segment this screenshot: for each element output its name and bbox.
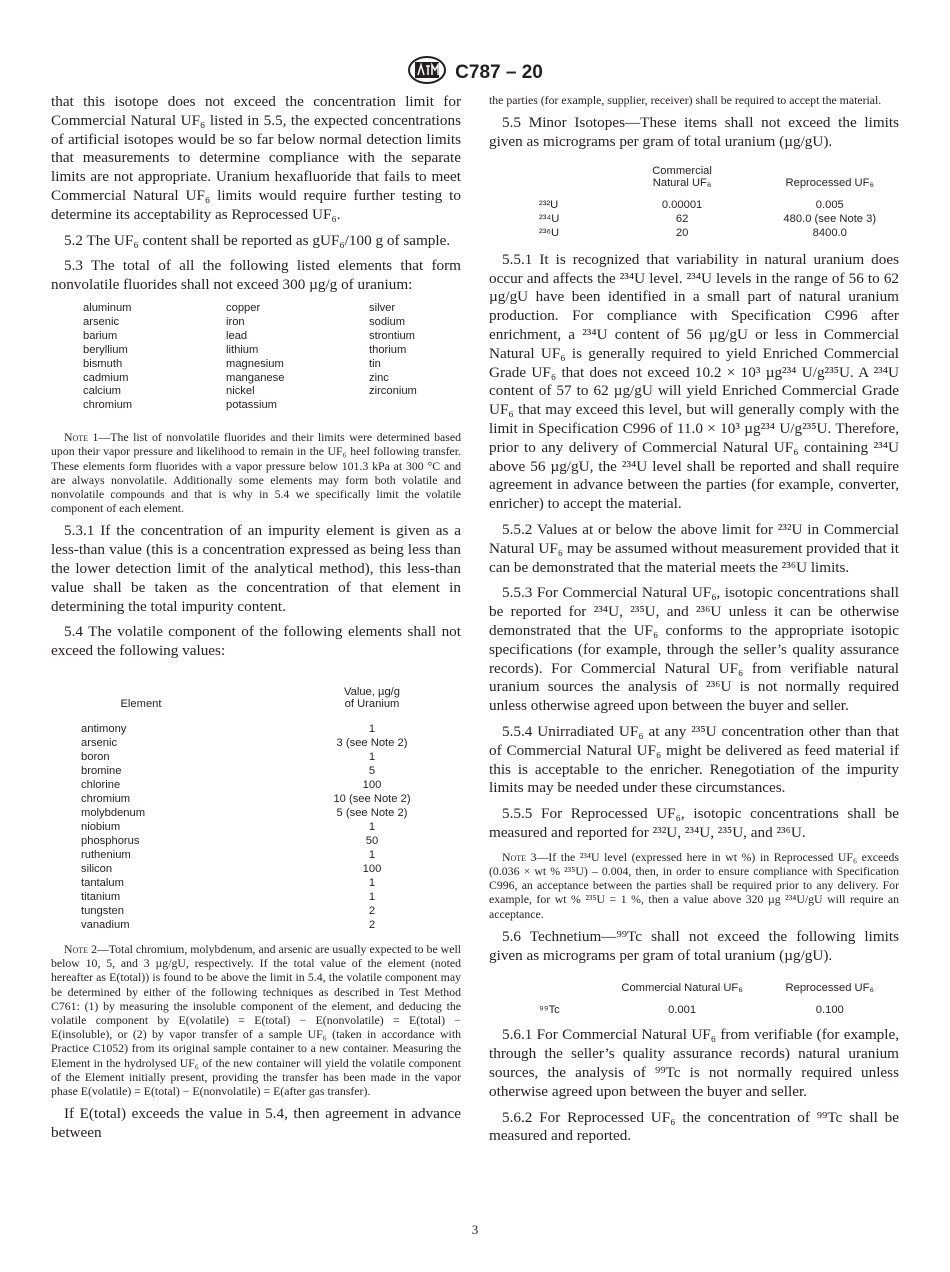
reprocessed-value: 0.100 (815, 1004, 844, 1017)
element-name: potassium (226, 399, 277, 412)
element-value: 1 (368, 891, 376, 904)
table-row (51, 736, 461, 750)
element-name: phosphorus (81, 835, 140, 848)
element-value: 100 (362, 779, 382, 792)
table-row (51, 918, 461, 932)
right-column (489, 93, 899, 1153)
table-header (489, 159, 899, 189)
section-5-5-3: 5.5.3 For Commercial Natural UF₆, isotopic concentrations shall be reported for ²³⁴U, ²³⁵U, and ²³⁶U unless it can be otherwise demonstrated that the UF₆ conforms to the appropriate isotopic specifications (for example, through the seller’s quality assurance records). For Commercial Natural UF₆ from verifiable natural uranium sources the analysis of ²³⁶U is not normally required unless otherwise agreed upon between the buyer and seller. (489, 584, 899, 715)
element-value: 1 (368, 751, 376, 764)
note-1 (51, 430, 461, 515)
element-name: chromium (83, 399, 133, 412)
element-name (369, 399, 479, 413)
volatile-limits-table (51, 668, 461, 932)
element-name: cadmium (83, 371, 129, 384)
element-name: arsenic (81, 737, 118, 750)
element-name: strontium (369, 329, 416, 342)
element-name: titanium (81, 891, 121, 904)
table-row (489, 227, 899, 241)
table-row (489, 1004, 899, 1016)
page-number: 3 (471, 1222, 479, 1237)
note-2-label: Note 2 (64, 942, 97, 957)
nonvolatile-element-list (83, 302, 461, 413)
section-5-6: 5.6 Technetium—⁹⁹Tc shall not exceed the following limits given as micrograms per gram of total uranium (µg/gU). (489, 927, 899, 964)
technetium-table (489, 972, 899, 1016)
isotope-label: ⁹⁹Tc (539, 1004, 560, 1017)
note-3-text: —If the ²³⁴U level (expressed here in wt %) in Reprocessed UF₆ exceeds (0.036 × wt % ²³⁵U) – 0.004, then, in order to ensure compliance with Specification C996, an acceptance between the parties shall be required prior to any delivery. For example, for wt % ²³⁵U = 1 %, then a value above 320 µg ²³⁴U/gU will require an acceptance. (489, 849, 899, 921)
table-body (51, 722, 461, 932)
isotope-label: ²³⁶U (539, 226, 560, 239)
section-5-3: 5.3 The total of all the following listed elements that form nonvolatile fluorides shall not exceed 300 µg/g of uranium: (51, 257, 461, 294)
element-name: barium (83, 329, 118, 342)
element-name: beryllium (83, 343, 128, 356)
element-name: tungsten (81, 905, 124, 918)
astm-logo (407, 55, 447, 90)
note-3 (489, 850, 899, 921)
section-5-3-1: 5.3.1 If the concentration of an impurity element is given as a less-than value (this is a concentration expressed as being less than the lower detection limit of the analytical method), this less-than value shall be taken as the concentration of that element in determining the total impurity content. (51, 522, 461, 615)
paragraph-if-etotal: If E(total) exceeds the value in 5.4, then agreement in advance between (51, 1105, 461, 1142)
column-header-value: Value, µg/g of Uranium (344, 686, 400, 711)
element-name: niobium (81, 821, 121, 834)
element-value: 1 (368, 723, 376, 736)
element-name: tantalum (81, 877, 124, 890)
column-header-natural: Commercial Natural UF₆ (621, 982, 743, 995)
table-row (51, 792, 461, 806)
element-name: sodium (369, 315, 406, 328)
element-name: zinc (369, 371, 389, 384)
natural-value: 0.00001 (661, 198, 703, 211)
element-name: copper (226, 301, 261, 314)
element-name: antimony (81, 723, 127, 736)
element-name: tin (369, 357, 381, 370)
element-name: iron (226, 315, 245, 328)
section-5-5-4: 5.5.4 Unirradiated UF₆ at any ²³⁵U concentration other than that of Commercial Natural UF₆ might be delivered as feed material if this is acceptable to the enricher. Renegotiation of the impurity limits may be needed under these circumstances. (489, 722, 899, 797)
element-value: 2 (368, 919, 376, 932)
element-name: thorium (369, 343, 407, 356)
element-name: chromium (81, 793, 131, 806)
element-name: silicon (81, 863, 113, 876)
element-name: bismuth (83, 357, 123, 370)
element-name: nickel (226, 385, 255, 398)
table-row (51, 834, 461, 848)
element-name: chlorine (81, 779, 121, 792)
section-5-6-1: 5.6.1 For Commercial Natural UF₆ from verifiable (for example, through the seller’s quality assurance records) natural uranium sources, the analysis of ⁹⁹Tc is not normally required unless otherwise agreed upon between the buyer and seller. (489, 1026, 899, 1100)
reprocessed-value: 0.005 (815, 198, 844, 211)
table-row (51, 890, 461, 904)
element-value: 100 (362, 863, 382, 876)
page-header (0, 55, 950, 90)
column-header-natural: Commercial Natural UF₆ (652, 164, 712, 189)
element-name: ruthenium (81, 849, 131, 862)
element-value: 5 (368, 765, 376, 778)
table-row (51, 764, 461, 778)
element-name: boron (81, 751, 110, 764)
table-row (51, 904, 461, 918)
element-name: calcium (83, 385, 121, 398)
minor-isotopes-table (489, 159, 899, 241)
column-header-element: Element (120, 698, 162, 711)
section-5-6-2: 5.6.2 For Reprocessed UF₆ the concentration of ⁹⁹Tc shall be measured and reported. (489, 1108, 899, 1145)
table-row (51, 750, 461, 764)
element-name: aluminum (83, 301, 132, 314)
left-column (51, 93, 461, 1150)
isotope-label: ²³⁴U (539, 212, 560, 225)
element-value: 50 (365, 835, 379, 848)
column-header-reprocessed: Reprocessed UF₆ (785, 982, 874, 995)
natural-value: 0.001 (668, 1004, 697, 1017)
document-code: C787 – 20 (455, 61, 543, 83)
paragraph-continuation: the parties (for example, supplier, receiver) shall be required to accept the material. (489, 93, 882, 107)
section-5-5-1: 5.5.1 It is recognized that variability in natural uranium does occur and affects the ²³⁴U level. ²³⁴U levels in the range of 56 to 62 µg/gU have been identified in a small part of natural uranium production. For compliance with Specification C996 after enrichment, a ²³⁴U content of 56 µg/gU or less in Commercial Natural UF₆ is generally required to yield Enriched Commercial Grade UF₆ that does not exceed 10.2 × 10³ µg²³⁴ U/g²³⁵U. A ²³⁴U content of 57 to 62 µg/gU will yield Enriched Commercial Grade UF₆ that may exceed this level, but will generally comply with the limit in Specification C996 of 11.0 × 10³ µg²³⁴ U/g²³⁵U. Therefore, prior to any delivery of Commercial Natural UF₆ containing ²³⁴U above 56 µg/gU, the ²³⁴U level shall be reported and shall require agreement in advance between the parties (for example, converter, enricher) to accept the material. (489, 250, 899, 513)
table-row (51, 862, 461, 876)
paragraph-continuation: that this isotope does not exceed the concentration limit for Commercial Natural UF₆ listed in 5.5, the expected concentrations of artificial isotopes would be so far below normal detection limits that measurements to determine compliance with the separate limits are not appropriate. Uranium hexafluoride that fails to meet Commercial Natural UF₆ limits would require further testing to determine its acceptability as Reprocessed UF₆. (51, 93, 461, 223)
element-value: 10 (see Note 2) (333, 793, 411, 806)
element-name: lead (226, 329, 248, 342)
reprocessed-value: 480.0 (see Note 3) (783, 212, 877, 225)
element-name: silver (369, 301, 396, 314)
note-2-text: —Total chromium, molybdenum, and arsenic are usually expected to be well below 10, 5, and 3 µg/gU, respectively. If the total value of the element (noted hereafter as E(total)) is found to be above the limit in 5.4, the volatile component may be determined by either of the following techniques as described in Test Method C761: (1) by measuring the insoluble component of the element, and deducing the volatile component by E(volatile) = E(total) − E(nonvolatile) = E(total) − E(insoluble), or (2) by vapor transfer of a sample UF₆ (taken in accordance with Practice C1052) from its original sample container to a new container. Measuring the Element in the hydrolysed UF₆ of the new container will yield the volatile component of the Element initially present, providing the transfer has been made in the vapor phase E(volatile) = E(total) − E(nonvolatile) = E(after gas transfer). (51, 942, 461, 1099)
reprocessed-value: 8400.0 (812, 226, 847, 239)
section-5-2: 5.2 The UF₆ content shall be reported as gUF₆/100 g of sample. (64, 231, 451, 249)
note-2 (51, 942, 461, 1098)
column-header-reprocessed: Reprocessed UF₆ (785, 176, 874, 189)
section-5-5: 5.5 Minor Isotopes—These items shall not exceed the limits given as micrograms per gram of total uranium (µg/gU). (489, 114, 899, 150)
note-1-text: —The list of nonvolatile fluorides and their limits were determined based upon their vapor pressure and likelihood to remain in the UF₆ heel following transfer. These elements form fluorides with a vapor pressure below 101.3 kPa at 300 °C and are always nonvolatile. Additionally some elements may form both volatile and nonvolatile compounds and that is why in 5.4 we specifically limit the volatile component of each element. (51, 430, 461, 516)
table-row (51, 722, 461, 736)
element-value: 5 (see Note 2) (336, 807, 408, 820)
element-name: magnesium (226, 357, 284, 370)
table-row (51, 806, 461, 820)
table-header (51, 668, 461, 710)
element-name: manganese (226, 371, 285, 384)
element-value: 3 (see Note 2) (336, 737, 408, 750)
note-3-label: Note 3 (502, 849, 537, 864)
element-name: vanadium (81, 919, 130, 932)
natural-value: 62 (675, 212, 689, 225)
element-value: 1 (368, 821, 376, 834)
section-5-5-5: 5.5.5 For Reprocessed UF₆, isotopic concentrations shall be measured and reported for ²³²U, ²³⁴U, ²³⁵U, and ²³⁶U. (489, 805, 899, 841)
section-5-5-2: 5.5.2 Values at or below the above limit for ²³²U in Commercial Natural UF₆ may be assumed without measurement provided that it can be demonstrated that the material meets the ²³⁶U limits. (489, 520, 899, 576)
element-name: lithium (226, 343, 259, 356)
element-name: arsenic (83, 315, 120, 328)
table-row (489, 199, 899, 213)
isotope-label: ²³²U (539, 198, 559, 211)
natural-value: 20 (675, 226, 689, 239)
table-row (51, 778, 461, 792)
table-row (51, 848, 461, 862)
table-body (489, 199, 899, 241)
section-5-4: 5.4 The volatile component of the following elements shall not exceed the following values: (51, 623, 461, 660)
element-name: zirconium (369, 385, 417, 398)
element-value: 2 (368, 905, 376, 918)
element-name: molybdenum (81, 807, 146, 820)
element-value: 1 (368, 877, 376, 890)
table-row (51, 876, 461, 890)
element-value: 1 (368, 849, 376, 862)
note-1-label: Note 1 (64, 430, 99, 445)
table-row (489, 213, 899, 227)
table-row (51, 820, 461, 834)
element-name: bromine (81, 765, 122, 778)
table-header (489, 972, 899, 994)
